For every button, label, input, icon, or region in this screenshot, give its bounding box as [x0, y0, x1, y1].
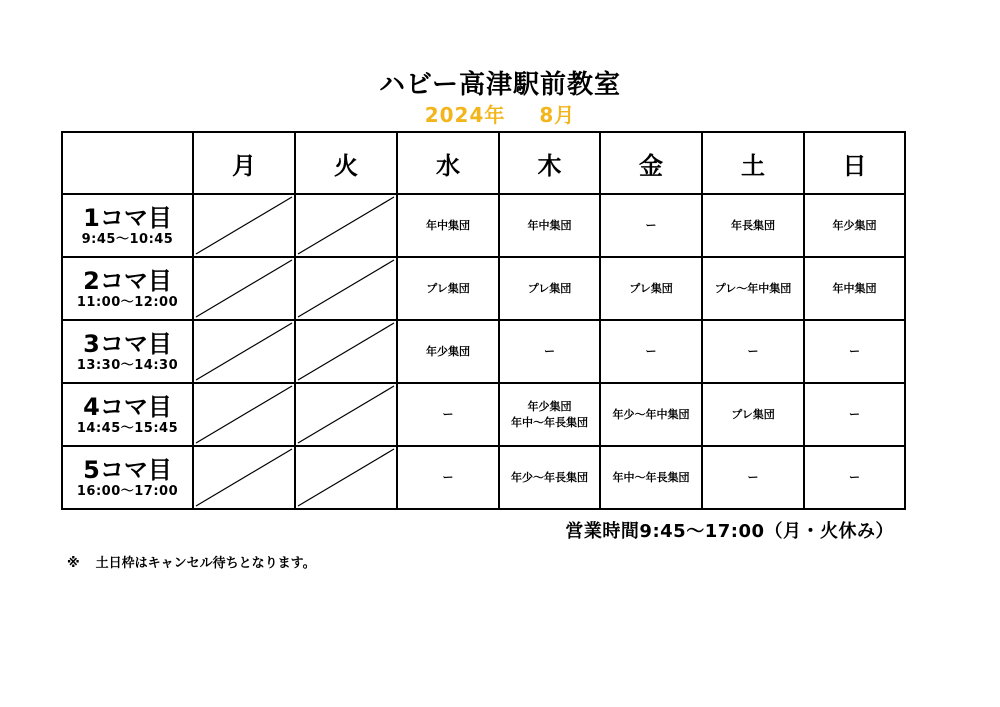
day-header-wed: 水 [397, 132, 499, 194]
slot-time: 13:30〜14:30 [76, 357, 179, 373]
class-cell [600, 383, 702, 446]
class-label: ー [442, 407, 454, 421]
table-row [62, 194, 905, 257]
class-cell [702, 194, 804, 257]
class-label: ー [849, 470, 860, 484]
day-header-thu: 木 [499, 132, 600, 194]
slot-name: 3コマ目 [83, 329, 172, 358]
slot-label-cell [62, 446, 193, 509]
header-row [62, 132, 905, 194]
slot-time: 9:45〜10:45 [81, 231, 174, 247]
day-header-fri: 金 [600, 132, 702, 194]
slot-name: 2コマ目 [83, 266, 172, 295]
closed-cell [193, 194, 295, 257]
class-label: ー [747, 344, 759, 358]
class-label: ー [645, 344, 657, 358]
class-cell [702, 383, 804, 446]
class-cell [804, 257, 905, 320]
slot-name: 1コマ目 [83, 203, 172, 232]
closed-cell [295, 257, 397, 320]
month-label: 8月 [539, 103, 576, 127]
class-label: 年中集団 [527, 218, 572, 232]
closed-slash-icon [296, 321, 396, 382]
class-label: ー [849, 407, 860, 421]
closed-slash-icon [194, 321, 294, 382]
class-label: 年中集団 [832, 281, 877, 295]
business-hours: 営業時間9:45〜17:00（月・火休み） [565, 521, 894, 542]
closed-slash-icon [194, 258, 294, 319]
class-cell [600, 194, 702, 257]
slot-label-cell [62, 257, 193, 320]
class-label: ー [645, 218, 657, 232]
class-cell [804, 446, 905, 509]
slot-time: 16:00〜17:00 [76, 483, 179, 499]
class-cell [804, 320, 905, 383]
class-label: プレ集団 [731, 407, 775, 421]
slot-time: 11:00〜12:00 [76, 294, 179, 310]
slot-label-cell [62, 320, 193, 383]
page-title: ハビー高津駅前教室 [379, 70, 621, 100]
schedule-table [61, 131, 906, 510]
class-label: プレ集団 [527, 281, 572, 295]
class-cell [397, 383, 499, 446]
footnote [67, 552, 316, 571]
closed-cell [193, 257, 295, 320]
period [0, 99, 1000, 128]
class-label: 年中集団 [426, 218, 470, 232]
closed-slash-icon [296, 384, 396, 445]
closed-slash-icon [194, 195, 294, 256]
note-text: 土日枠はキャンセル待ちとなります。 [95, 556, 316, 571]
table-row [62, 446, 905, 509]
closed-slash-icon [194, 384, 294, 445]
closed-cell [193, 383, 295, 446]
table-row [62, 320, 905, 383]
class-cell [702, 257, 804, 320]
class-label: ー [849, 344, 860, 358]
closed-cell [295, 320, 397, 383]
closed-slash-icon [296, 258, 396, 319]
day-header-sat: 土 [702, 132, 804, 194]
closed-slash-icon [296, 447, 396, 508]
class-label: 年長集団 [731, 218, 775, 232]
table-row [62, 257, 905, 320]
class-label: 年少〜年長集団 [511, 470, 588, 484]
class-label: 年中〜年長集団 [612, 470, 690, 484]
class-cell [397, 194, 499, 257]
slot-label-cell [62, 194, 193, 257]
class-cell [600, 320, 702, 383]
class-label: 年少〜年中集団 [612, 407, 690, 421]
class-label: ー [442, 470, 454, 484]
class-cell [499, 194, 600, 257]
class-label: 年少集団 [527, 399, 572, 413]
class-cell [499, 446, 600, 509]
class-cell [499, 383, 600, 446]
day-header-tue: 火 [295, 132, 397, 194]
class-label: プレ〜年中集団 [714, 281, 792, 295]
day-header-sun: 日 [804, 132, 905, 194]
class-label: ー [747, 470, 759, 484]
class-cell [397, 446, 499, 509]
class-cell [702, 320, 804, 383]
slot-name: 5コマ目 [83, 455, 172, 484]
closed-cell [193, 446, 295, 509]
class-label: ー [544, 344, 555, 358]
table-row [62, 383, 905, 446]
class-cell [499, 320, 600, 383]
slot-time: 14:45〜15:45 [76, 420, 179, 436]
note-mark: ※ [67, 556, 80, 571]
year-label: 2024年 [424, 103, 506, 127]
day-header-mon: 月 [193, 132, 295, 194]
class-cell [702, 446, 804, 509]
class-label: 年少集団 [426, 344, 470, 358]
class-cell [397, 320, 499, 383]
closed-slash-icon [296, 195, 396, 256]
class-cell [397, 257, 499, 320]
class-cell [600, 257, 702, 320]
closed-cell [295, 383, 397, 446]
class-label: 年中〜年長集団 [511, 415, 588, 429]
slot-name: 4コマ目 [83, 392, 172, 421]
corner-cell [62, 132, 193, 194]
closed-slash-icon [194, 447, 294, 508]
closed-cell [193, 320, 295, 383]
class-cell [804, 194, 905, 257]
class-label: 年少集団 [832, 218, 877, 232]
class-cell [600, 446, 702, 509]
closed-cell [295, 446, 397, 509]
class-label: プレ集団 [426, 281, 470, 295]
class-label: プレ集団 [629, 281, 673, 295]
class-cell [804, 383, 905, 446]
slot-label-cell [62, 383, 193, 446]
closed-cell [295, 194, 397, 257]
class-cell [499, 257, 600, 320]
